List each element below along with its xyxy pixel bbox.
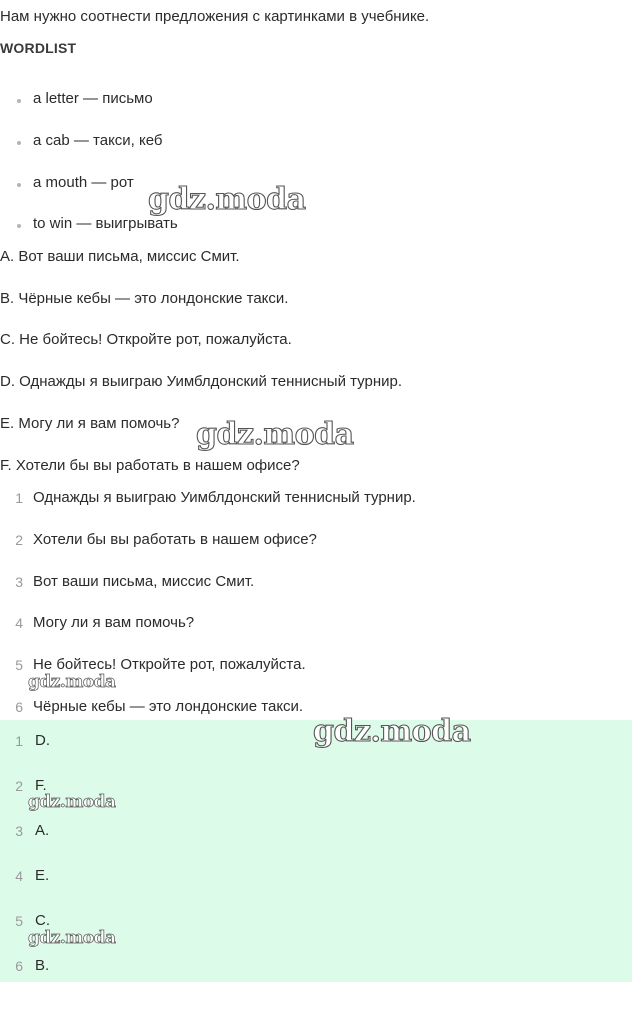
watermark-logo: gdz.moda xyxy=(196,417,354,452)
answer-number: 3 xyxy=(15,823,23,839)
bullet-icon xyxy=(17,99,21,103)
wordlist-item: to win — выигрывать xyxy=(33,215,178,232)
sentence-b: B. Чёрные кебы — это лондонские такси. xyxy=(0,290,289,307)
sentence-a: A. Вот ваши письма, миссис Смит. xyxy=(0,248,240,265)
answer-number: 6 xyxy=(15,958,23,974)
answer-item: A. xyxy=(35,822,50,839)
sentence-f: F. Хотели бы вы работать в нашем офисе? xyxy=(0,457,300,474)
ordered-item: Чёрные кебы — это лондонские такси. xyxy=(33,698,304,715)
watermark-logo: gdz.moda xyxy=(28,792,116,812)
answer-item: E. xyxy=(35,867,50,884)
watermark-logo: gdz.moda xyxy=(28,928,116,948)
ordered-number: 5 xyxy=(15,657,23,673)
answer-number: 4 xyxy=(15,868,23,884)
watermark-logo: gdz.moda xyxy=(148,182,306,217)
ordered-item: Могу ли я вам помочь? xyxy=(33,614,195,631)
answer-number: 2 xyxy=(15,778,23,794)
ordered-number: 2 xyxy=(15,532,23,548)
answer-item: F. xyxy=(35,777,47,794)
watermark-logo: gdz.moda xyxy=(313,714,471,749)
wordlist-item: a letter — письмо xyxy=(33,90,153,107)
wordlist-heading: WORDLIST xyxy=(0,40,77,56)
answer-number: 1 xyxy=(15,733,23,749)
sentence-d: D. Однажды я выиграю Уимблдонский теннисный турнир. xyxy=(0,373,403,390)
ordered-item: Вот ваши письма, миссис Смит. xyxy=(33,573,255,590)
answer-number: 5 xyxy=(15,913,23,929)
sentence-e: E. Могу ли я вам помочь? xyxy=(0,415,180,432)
wordlist-item: a cab — такси, кеб xyxy=(33,132,163,149)
ordered-item: Хотели бы вы работать в нашем офисе? xyxy=(33,531,317,548)
ordered-number: 3 xyxy=(15,574,23,590)
watermark-logo: gdz.moda xyxy=(28,672,116,692)
answer-item: D. xyxy=(35,732,50,749)
ordered-number: 1 xyxy=(15,490,23,506)
ordered-number: 4 xyxy=(15,615,23,631)
bullet-icon xyxy=(17,183,21,187)
ordered-item: Не бойтесь! Откройте рот, пожалуйста. xyxy=(33,656,306,673)
answer-item: C. xyxy=(35,912,50,929)
bullet-icon xyxy=(17,224,21,228)
answer-item: B. xyxy=(35,957,50,974)
sentence-c: C. Не бойтесь! Откройте рот, пожалуйста. xyxy=(0,331,292,348)
ordered-item: Однажды я выиграю Уимблдонский теннисный турнир. xyxy=(33,489,416,506)
wordlist-item: a mouth — рот xyxy=(33,174,134,191)
intro-text: Нам нужно соотнести предложения с картинками в учебнике. xyxy=(0,8,430,25)
bullet-icon xyxy=(17,141,21,145)
ordered-number: 6 xyxy=(15,699,23,715)
